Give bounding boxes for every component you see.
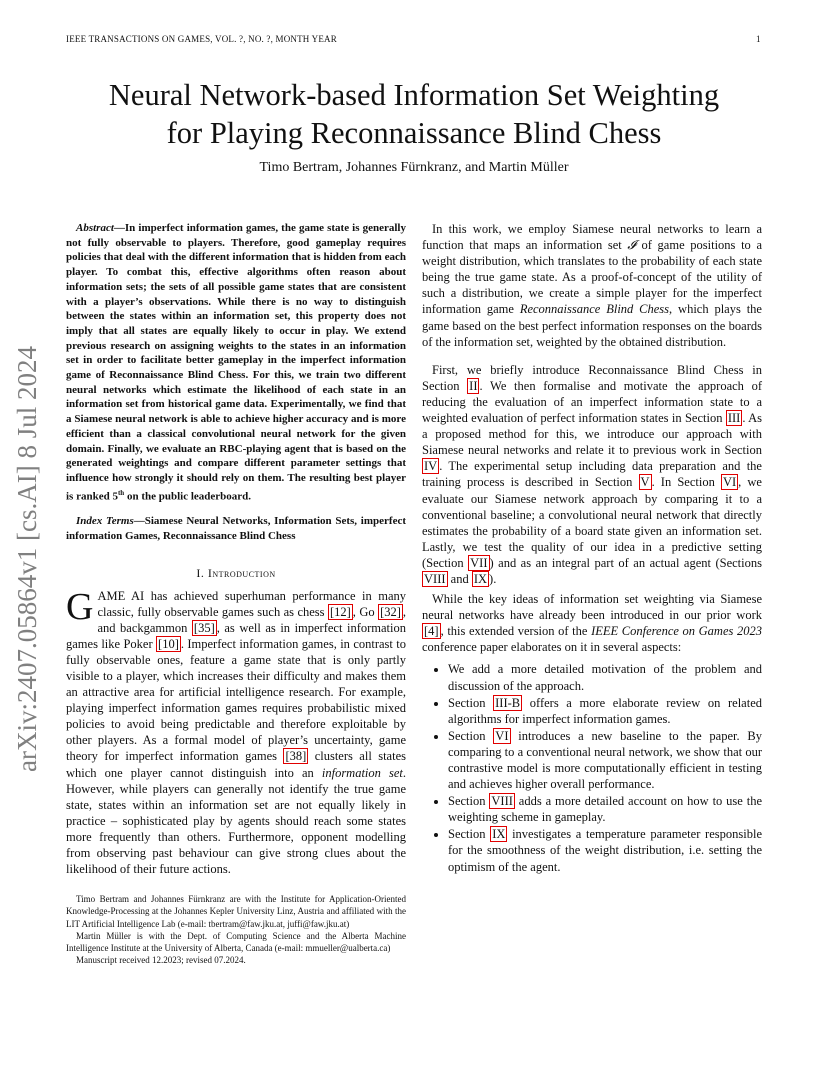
footnotes bbox=[66, 893, 406, 966]
section-link[interactable]: IX bbox=[492, 827, 506, 842]
right-column bbox=[422, 221, 762, 876]
citation-link[interactable]: [35] bbox=[193, 620, 215, 635]
arxiv-stamp-container bbox=[12, 312, 52, 772]
section-link[interactable]: III bbox=[727, 411, 741, 426]
citation-link[interactable]: [10] bbox=[158, 636, 179, 651]
list-item-text: We add a more detailed motivation of the problem and discussion of the approach. bbox=[448, 662, 762, 693]
section-heading bbox=[66, 565, 406, 581]
body-text: . The experimental setup including data preparation and the training process is described in Section bbox=[422, 459, 762, 490]
title-line-2: for Playing Reconnaissance Blind Chess bbox=[166, 116, 662, 150]
running-header: IEEE TRANSACTIONS ON GAMES, VOL. ?, NO. ?, MONTH YEAR bbox=[66, 34, 337, 44]
body-text: While the key ideas of information set weighting via Siamese neural networks have already been introduced in our prior work bbox=[422, 592, 762, 623]
list-item bbox=[448, 661, 762, 693]
list-item-text: Section bbox=[448, 695, 494, 710]
math-symbol: 𝓘 bbox=[627, 237, 636, 253]
paragraph-gap bbox=[422, 350, 762, 362]
footnote-affiliation-2: Martin Müller is with the Dept. of Computing Science and the Alberta Machine Intelligence Institute at the University of Alberta, Canada (e-mail: mmueller@ualberta.ca) bbox=[66, 930, 406, 954]
intro-text: . Imperfect information games, in contrast to fully observable ones, feature a game state that is only partly visible to a player, which increases their difficulty and makes them an attractive area for artificial intelligence research. For example, playing imperfect information games requires probabilistic mixed policies to avoid being predictable and therefore exploitable by other players. As a formal model of player’s uncertainty, game theory for imperfect information games bbox=[66, 636, 407, 764]
abstract-text: —In imperfect information games, the game state is generally not fully observable to players. Therefore, good gameplay requires policies that deal with the different information that is hidden from each player. To combat this, effective algorithms often reason about information sets; the sets of all possible game states that are consistent with a player’s observations. While there is no way to distinguish between the states within an information set, this property does not imply that all states are equally likely to occur in play. We extend previous research on assigning weights to the states in an information set in order to facilitate better gameplay in the imperfect information game of Reconnaissance Blind Chess. For this, we train two different neural networks which estimate the likelihood of each state in an information set from historical game data. Experimentally, we find that a Siamese neural network is able to achieve higher accuracy and is more efficient than a classical convolutional neural network for the given domain. Finally, we evaluate an RBC-playing agent that is based on the generated weightings and compare different parameter settings that influence how strongly it should rely on them. The resulting best player is ranked 5 bbox=[66, 222, 406, 503]
body-text: ). bbox=[489, 571, 497, 586]
section-link[interactable]: II bbox=[469, 378, 478, 393]
right-paragraph-1 bbox=[422, 221, 762, 350]
section-numeral: I. bbox=[196, 566, 208, 581]
section-link[interactable]: V bbox=[640, 475, 650, 490]
body-text: ) and as an integral part of an actual agent (Sections bbox=[489, 555, 762, 570]
list-item-text: introduces a new baseline to the paper. By comparing to a conventional neural network, we show that our contrastive model is more computationally efficient in testing and achieves higher overall performance. bbox=[448, 728, 762, 792]
footnote-manuscript: Manuscript received 12.2023; revised 07.2024. bbox=[76, 955, 246, 966]
list-item-text: offers a more elaborate review on related algorithms for imperfect information games. bbox=[448, 695, 762, 726]
intro-paragraph bbox=[66, 585, 407, 878]
title-line-1: Neural Network-based Information Set Weighting bbox=[108, 78, 720, 112]
body-text: . As a proposed method for this, we introduce our approach with Siamese neural networks and relate it to previous work in Section bbox=[422, 411, 762, 458]
intro-text: AME AI has achieved superhuman performance in many classic, fully observable games such as chess bbox=[97, 588, 406, 619]
authors: Timo Bertram, Johannes Fürnkranz, and Martin Müller bbox=[259, 160, 569, 175]
list-item bbox=[448, 695, 762, 727]
body-text: . We then formalise and motivate the approach of reducing the evaluation of an imperfect information state to a weighted evaluation of perfect information states in Section bbox=[422, 378, 762, 426]
body-text: conference paper elaborates on it in several aspects: bbox=[422, 640, 682, 655]
list-item bbox=[448, 793, 762, 825]
section-link[interactable]: IV bbox=[424, 459, 438, 474]
intro-text: . However, while players can generally not identify the true game state, states within an information set are not equally likely in practice – sophisticated play by agents should reach some states more frequently than others. Furthermore, opponent modelling from observing past behaviour can give strong clues about the likelihood of their future actions. bbox=[66, 765, 407, 877]
abstract-superscript: th bbox=[117, 488, 125, 497]
left-column bbox=[66, 221, 406, 966]
section-name: Introduction bbox=[207, 566, 276, 581]
section-link[interactable]: VIII bbox=[491, 794, 513, 809]
body-emphasis: Reconnaissance Blind Chess bbox=[519, 302, 670, 317]
body-text: . In Section bbox=[651, 475, 721, 490]
page-number: 1 bbox=[756, 34, 761, 44]
list-item-text: adds a more detailed account on how to use the weighting scheme in gameplay. bbox=[448, 794, 762, 825]
arxiv-stamp: arXiv:2407.05864v1 [cs.AI] 8 Jul 2024 bbox=[12, 346, 42, 772]
list-item bbox=[448, 728, 762, 792]
body-text: , this extended version of the bbox=[440, 624, 592, 639]
body-text: and bbox=[447, 571, 472, 586]
index-terms-label: Index Terms bbox=[76, 515, 134, 528]
citation-link[interactable]: [32] bbox=[380, 604, 401, 619]
index-terms bbox=[66, 514, 406, 543]
section-link[interactable]: VII bbox=[470, 555, 488, 570]
footnote-affiliation-1: Timo Bertram and Johannes Fürnkranz are with the Institute for Application-Oriented Knowledge-Processing at the Johannes Kepler University Linz, Austria and affiliated with the LIT Artificial Intelligence Lab (e-mail: tbertram@faw.jku.at, juffi@faw.jku.at) bbox=[66, 894, 406, 929]
section-link[interactable]: VI bbox=[722, 475, 737, 490]
dropcap: G bbox=[66, 585, 94, 628]
citation-link[interactable]: [4] bbox=[424, 624, 439, 639]
body-text: of game positions to a weight distribution, which translates to the probability of each state being the true game state. As a proof-of-concept of the utility of such a distribution, we create a simple player for the imperfect information game bbox=[422, 238, 762, 317]
citation-link[interactable]: [12] bbox=[329, 604, 351, 619]
abstract-label: Abstract bbox=[76, 222, 114, 234]
abstract bbox=[66, 221, 406, 504]
list-item bbox=[448, 826, 762, 874]
list-item-text: Section bbox=[448, 728, 494, 743]
body-text: , we evaluate our Siamese network approach by comparing it to a conventional baseline; a convolutional neural network that directly estimates the probability of a board state given an information set. Lastly, we test the quality of our idea in a predictive setting (Section bbox=[422, 475, 762, 570]
body-emphasis: IEEE Conference on Games 2023 bbox=[591, 624, 762, 639]
right-paragraph-3 bbox=[422, 591, 762, 655]
right-paragraph-2 bbox=[422, 362, 762, 587]
index-terms-text: —Siamese Neural Networks, Information Sets, imperfect information Games, Reconnaissance Blind Chess bbox=[66, 515, 406, 542]
body-text: , which plays the game based on the best perfect information responses on the boards of the information set, weighted by the obtained distribution. bbox=[422, 302, 762, 349]
aspects-list bbox=[422, 661, 762, 874]
intro-emphasis: information set bbox=[321, 765, 403, 780]
section-link[interactable]: IX bbox=[473, 571, 488, 586]
citation-link[interactable]: [38] bbox=[285, 749, 307, 764]
paper-title bbox=[60, 76, 768, 152]
body-text: In this work, we employ Siamese neural networks to learn a function that maps an information set bbox=[422, 222, 762, 253]
list-item-text: investigates a temperature parameter responsible for the smoothness of the weight distribution, i.e. setting the optimism of the agent. bbox=[448, 827, 762, 874]
intro-text: clusters all states which one player cannot distinguish into an bbox=[66, 749, 406, 780]
section-link[interactable]: III-B bbox=[495, 695, 521, 710]
intro-text: , and backgammon bbox=[97, 604, 407, 635]
intro-text: , Go bbox=[352, 604, 379, 619]
list-item-text: Section bbox=[448, 794, 490, 809]
section-link[interactable]: VIII bbox=[424, 571, 446, 586]
abstract-tail: on the public leaderboard. bbox=[124, 490, 252, 503]
intro-text: , as well as in imperfect information games like Poker bbox=[66, 620, 406, 651]
body-text: First, we briefly introduce Reconnaissance Blind Chess in Section bbox=[422, 362, 762, 393]
section-link[interactable]: VI bbox=[495, 728, 509, 743]
list-item-text: Section bbox=[448, 827, 491, 842]
